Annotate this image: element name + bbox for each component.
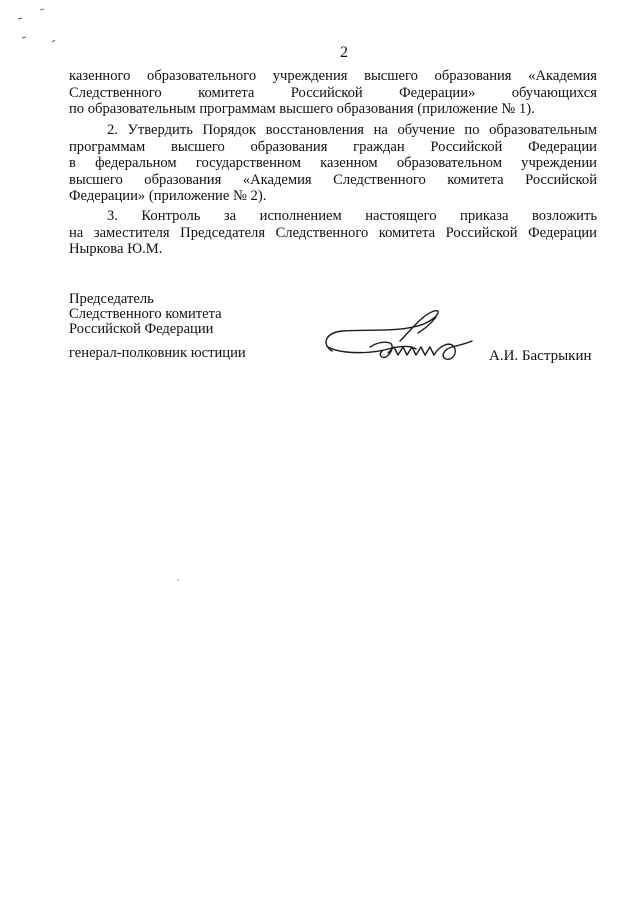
signatory-title-line: Председатель [69,291,154,307]
paragraph-2-line: высшего образования «Академия Следственного комитета Российской [69,171,597,188]
signatory-title-line: Российской Федерации [69,321,214,337]
paragraph-3 [69,208,597,258]
paragraph-2-line: в федеральном государственном казенном образовательном учреждении [69,155,597,171]
signatory-rank: генерал-полковник юстиции [69,345,246,361]
signatory-name: А.И. Бастрыкин [489,348,592,364]
paragraph-1-line: казенного образовательного учреждения высшего образования «Академия [69,68,597,84]
paragraph-3-line: на заместителя Председателя Следственного комитета Российской Федерации [69,224,597,241]
paragraph-2 [69,122,597,205]
paragraph-2-line: 2. Утвердить Порядок восстановления на обучение по образовательным [107,122,597,138]
paragraph-1 [69,68,597,118]
page-number: 2 [340,44,348,61]
paragraph-1-line: по образовательным программам высшего образования (приложение № 1). [69,101,535,117]
paragraph-2-line: Федерации» (приложение № 2). [69,188,267,204]
paragraph-1-line: Следственного комитета Российской Федерации» обучающихся [69,84,597,101]
signatory-title [69,292,222,337]
paragraph-2-line: программам высшего образования граждан Российской Федерации [69,138,597,155]
handwritten-signature [318,303,478,373]
paragraph-3-line: Ныркова Ю.М. [69,241,163,257]
signatory-title-line: Следственного комитета [69,306,222,322]
paragraph-3-line: 3. Контроль за исполнением настоящего приказа возложить [107,208,597,224]
